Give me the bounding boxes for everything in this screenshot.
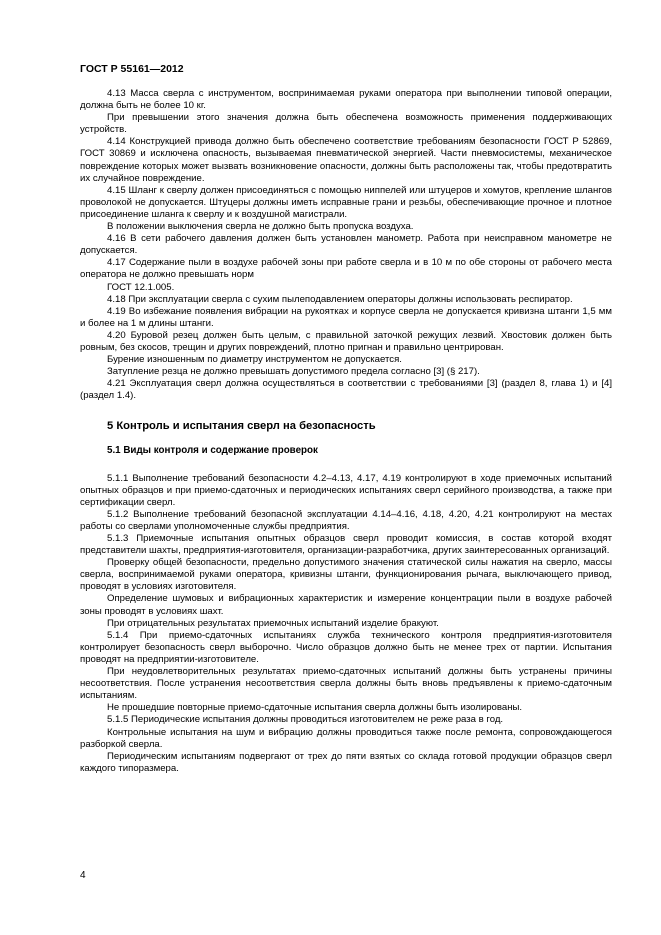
section-5-1-heading: 5.1 Виды контроля и содержание проверок [107,445,318,457]
paragraph-4-19: 4.19 Во избежание появления вибрации на рукоятках и корпусе сверла не допускается кривизна штанги 1,5 мм и более на 1 м длины штанги. [80,305,612,329]
paragraph-5-1-4: 5.1.4 При приемо-сдаточных испытаниях служба технического контроля предприятия-изготовителя контролирует безопасность сверл выборочно. Число образцов должно быть не менее трех от партии. Испытания проводят на предприятии-изготовителе. [80,629,612,665]
document-body [80,88,612,775]
paragraph-5-1-5: 5.1.5 Периодические испытания должны проводиться изготовителем не реже раза в год. [107,714,504,726]
paragraph-5-1-2: 5.1.2 Выполнение требований безопасной эксплуатации 4.14–4.16, 4.18, 4.20, 4.21 контролируют на местах работы со сверлами уполномоченные службы предприятия. [80,508,612,532]
paragraph: Не прошедшие повторные приемо-сдаточные испытания сверла должны быть изолированы. [107,702,523,714]
section-5-heading: 5 Контроль и испытания сверл на безопасность [107,420,376,433]
paragraph-4-21: 4.21 Эксплуатация сверл должна осуществляться в соответствии с требованиями [3] (раздел 8, глава 1) и [4] (раздел 1.4). [80,378,612,402]
paragraph: Затупление резца не должно превышать допустимого предела согласно [3] (§ 217). [107,366,480,378]
paragraph: Бурение изношенным по диаметру инструментом не допускается. [107,354,402,366]
page-number: 4 [80,870,86,881]
paragraph: При неудовлетворительных результатах приемо-сдаточных испытаний должны быть устранены причины несоответствия. После устранения несоответствия сверла должны быть вновь предъявлены к приемо-сдаточным испытаниям. [80,666,612,702]
paragraph: Контрольные испытания на шум и вибрацию должны проводиться также после ремонта, сопровождающегося разборкой сверла. [80,726,612,750]
paragraph-4-13: 4.13 Масса сверла с инструментом, воспринимаемая руками оператора при выполнении типовой операции, должна быть не более 10 кг. [80,88,612,112]
paragraph-4-16: 4.16 В сети рабочего давления должен быть установлен манометр. Работа при неисправном манометре не допускается. [80,233,612,257]
paragraph-4-14: 4.14 Конструкцией привода должно быть обеспечено соответствие требованиям безопасности ГОСТ Р 52869, ГОСТ 30869 и исключена опасность, вызываемая пневматической энергией. Части пневмосистемы, механическое повреждение которых может вызвать возникновение опасности, должны быть расположены так, чтобы предотвратить их случайное повреждение. [80,136,612,184]
paragraph-gost-reference: ГОСТ 12.1.005. [107,281,175,293]
paragraph-4-18: 4.18 При эксплуатации сверла с сухим пылеподавлением операторы должны использовать респиратор. [107,293,573,305]
paragraph-4-17: 4.17 Содержание пыли в воздухе рабочей зоны при работе сверла и в 10 м по обе стороны от рабочего места оператора не должно превышать норм [80,257,612,281]
paragraph: При отрицательных результатах приемочных испытаний изделие бракуют. [107,617,439,629]
paragraph-4-15: 4.15 Шланг к сверлу должен присоединяться с помощью ниппелей или штуцеров и хомутов, крепление шлангов проволокой не допускается. Штуцеры должны иметь исправные грани и резьбы, обеспечивающие прочное и плотное присоединение шланга к сверлу и к воздушной магистрали. [80,184,612,220]
paragraph: Проверку общей безопасности, предельно допустимого значения статической силы нажатия на сверло, массы сверла, воспринимаемой руками оператора, кривизны штанги, функционирования рычага, выключающего привод, проводят в условиях изготовителя. [80,557,612,593]
paragraph-4-20: 4.20 Буровой резец должен быть целым, с правильной заточкой режущих лезвий. Хвостовик должен быть ровным, без скосов, трещин и других повреждений, плотно пригнан и правильно центрирован. [80,329,612,353]
paragraph: При превышении этого значения должна быть обеспечена возможность применения поддерживающих устройств. [80,112,612,136]
document-header: ГОСТ Р 55161—2012 [80,63,184,75]
paragraph: В положении выключения сверла не должно быть пропуска воздуха. [107,221,414,233]
paragraph: Периодическим испытаниям подвергают от трех до пяти взятых со склада готовой продукции образцов сверл каждого типоразмера. [80,750,612,774]
paragraph: Определение шумовых и вибрационных характеристик и измерение концентрации пыли в воздухе рабочей зоны проводят в условиях шахт. [80,593,612,617]
paragraph-5-1-1: 5.1.1 Выполнение требований безопасности 4.2–4.13, 4.17, 4.19 контролируют в ходе приемочных испытаний опытных образцов и при приемо-сдаточных и периодических испытаниях сверл серийного производства, а также при сертификации сверл. [80,472,612,508]
paragraph-5-1-3: 5.1.3 Приемочные испытания опытных образцов сверл проводит комиссия, в состав которой входят представители шахты, предприятия-изготовителя, организации-разработчика, других заинтересованных организаций. [80,533,612,557]
